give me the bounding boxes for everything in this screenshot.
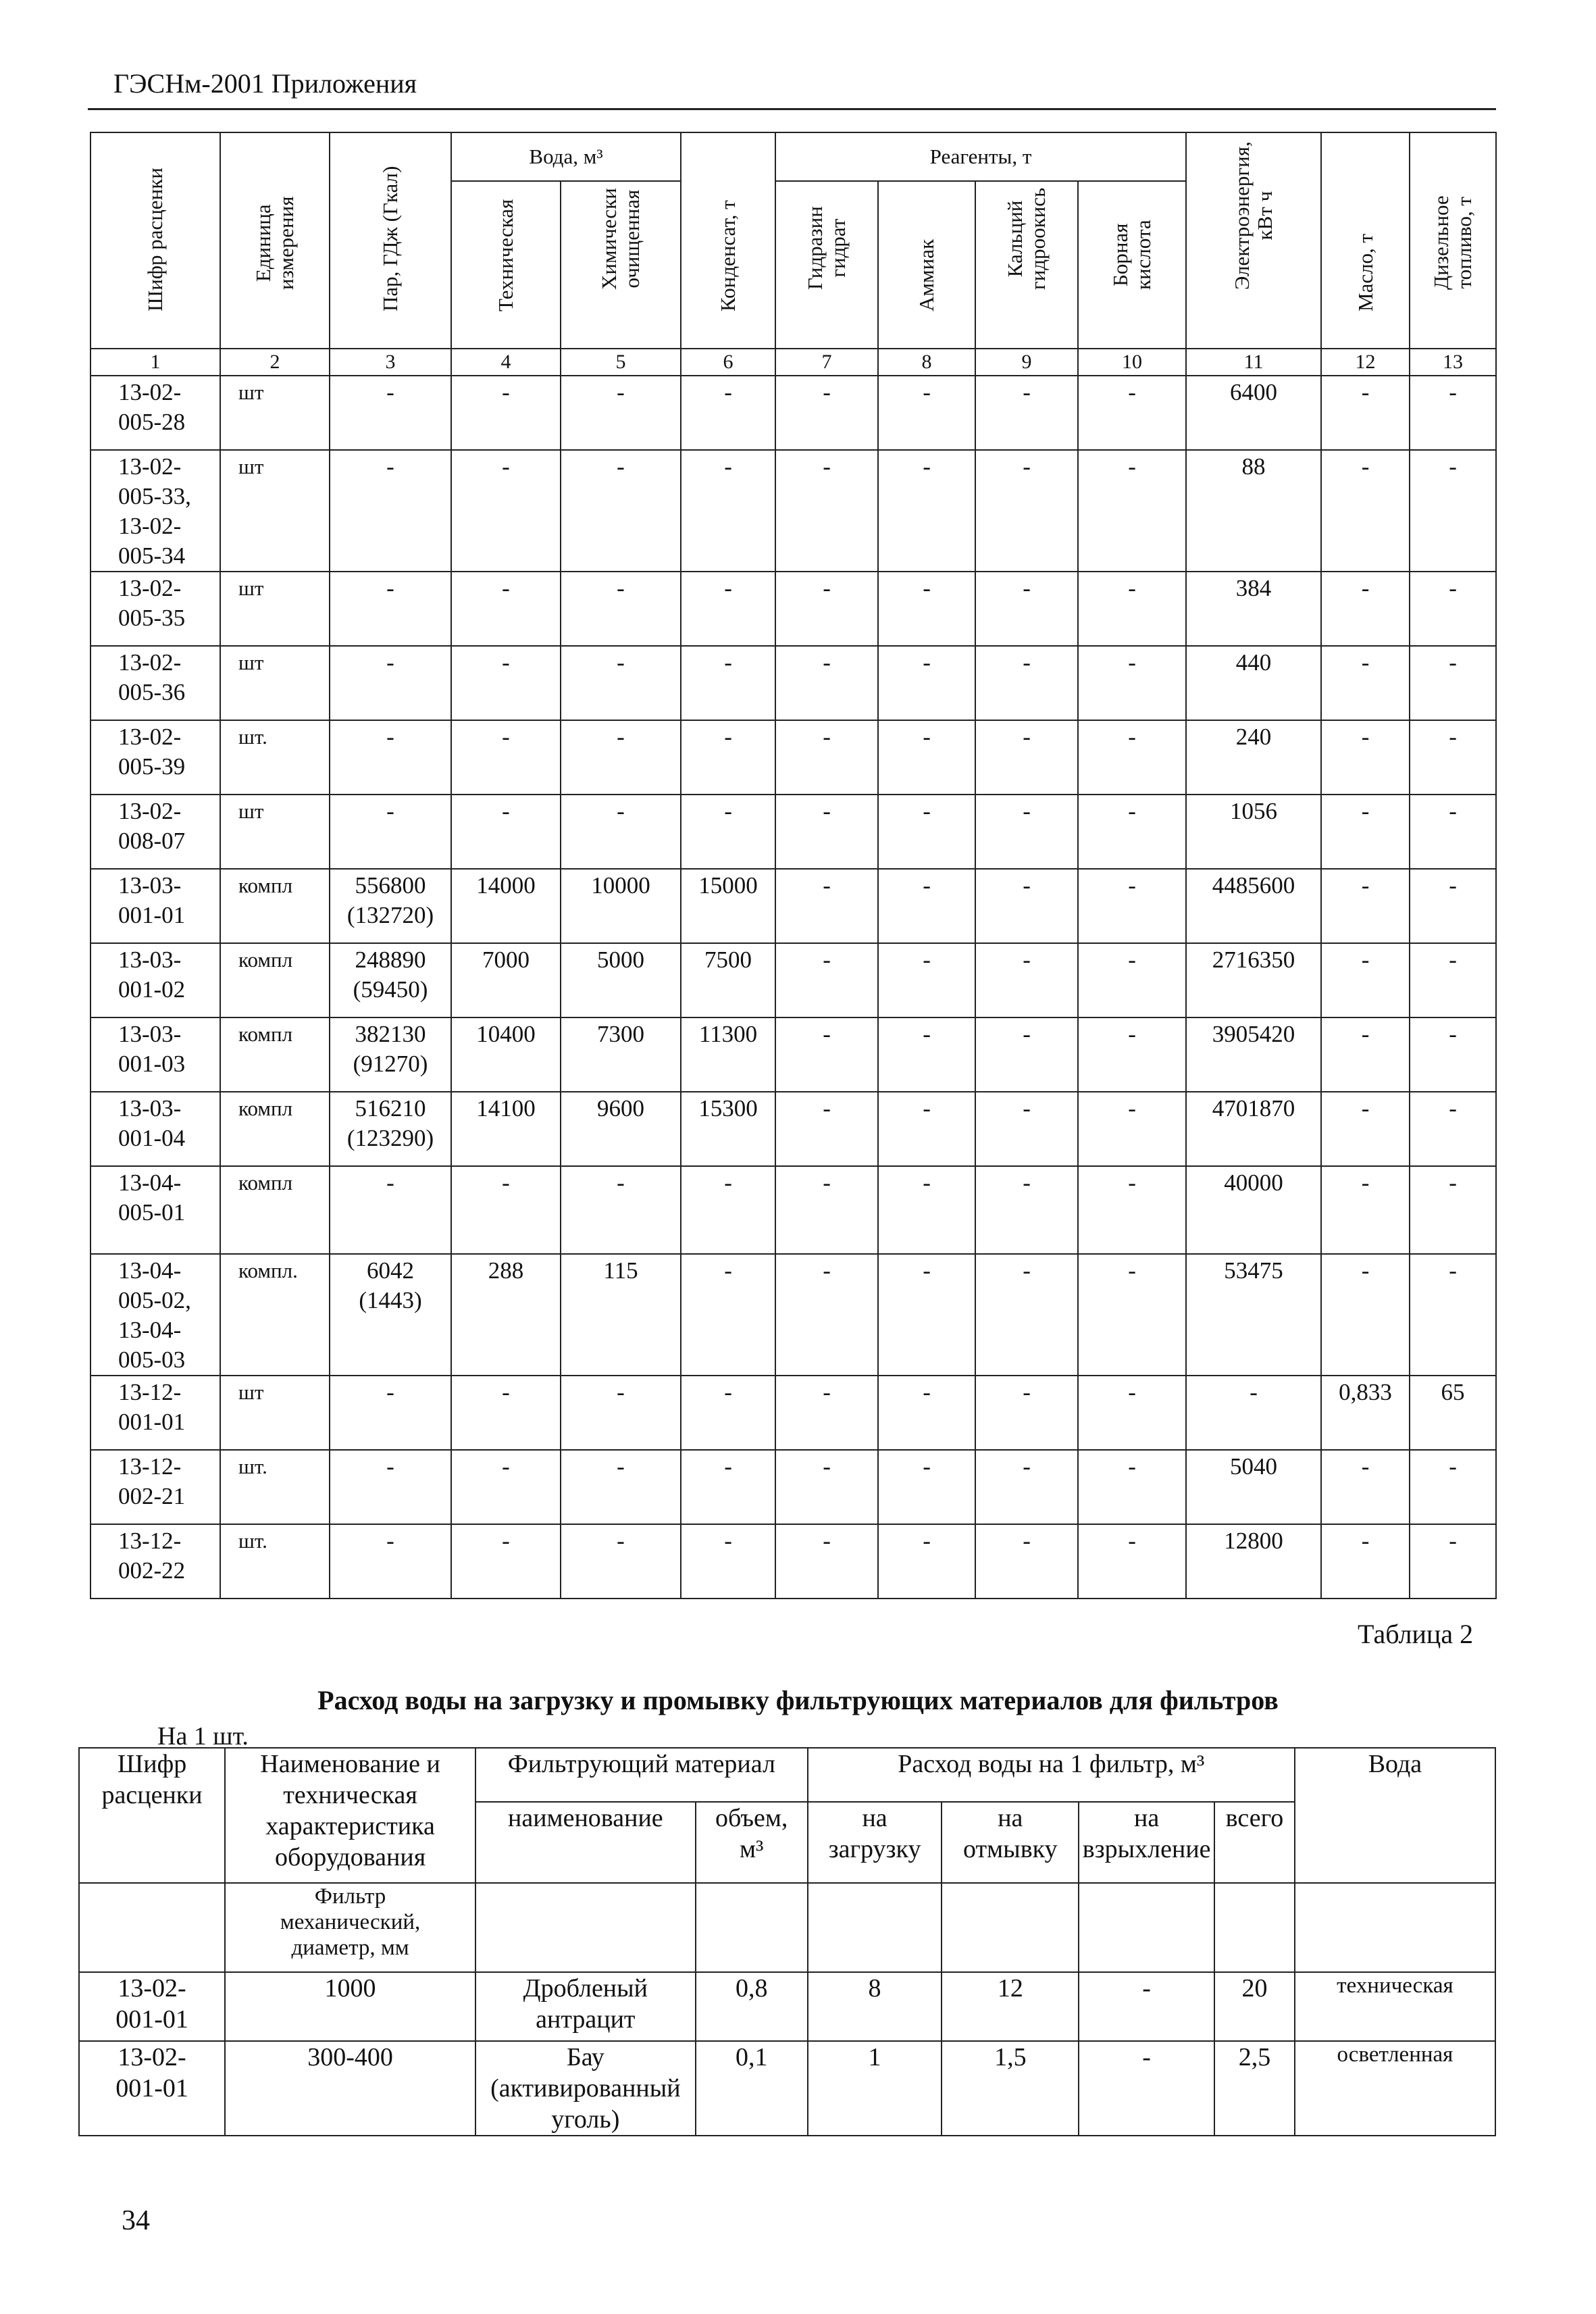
col-header-diesel: Дизельное топливо, т bbox=[1410, 132, 1496, 349]
cell-water-tech: 14100 bbox=[451, 1092, 561, 1166]
t2-header-loosen: на взрыхление bbox=[1079, 1802, 1214, 1883]
cell-unit: компл. bbox=[220, 1254, 330, 1376]
cell-diesel: - bbox=[1410, 720, 1496, 795]
cell-condensate: - bbox=[681, 376, 775, 450]
col-header-oil: Масло, т bbox=[1321, 132, 1410, 349]
cell-diesel: - bbox=[1410, 1166, 1496, 1254]
cell-water-chem: 9600 bbox=[561, 1092, 681, 1166]
cell-shifr: 13-04- 005-01 bbox=[91, 1166, 220, 1254]
cell-electro: 4485600 bbox=[1186, 869, 1321, 943]
cell-water-tech: - bbox=[451, 450, 561, 572]
t2-cell-name: 1000 bbox=[225, 1972, 475, 2041]
t2-cell-wash: 12 bbox=[942, 1972, 1079, 2041]
cell-ammonia: - bbox=[878, 1524, 975, 1599]
cell-unit: шт bbox=[220, 646, 330, 720]
cell-calcium: - bbox=[975, 943, 1078, 1017]
cell-water-chem: - bbox=[561, 376, 681, 450]
table-row bbox=[91, 572, 1496, 646]
cell-diesel: - bbox=[1410, 572, 1496, 646]
cell-oil: - bbox=[1321, 646, 1410, 720]
cell-shifr: 13-02- 005-28 bbox=[91, 376, 220, 450]
t2-sub-empty bbox=[1295, 1883, 1495, 1972]
cell-steam: 6042 (1443) bbox=[330, 1254, 451, 1376]
cell-oil: - bbox=[1321, 1017, 1410, 1092]
cell-water-chem: - bbox=[561, 720, 681, 795]
cell-ammonia: - bbox=[878, 869, 975, 943]
cell-oil: - bbox=[1321, 795, 1410, 869]
col-header-unit: Единица измерения bbox=[220, 132, 330, 349]
col-header-hydrazine: Гидразин гидрат bbox=[775, 181, 878, 349]
cell-unit: шт bbox=[220, 795, 330, 869]
cell-hydrazine: - bbox=[775, 943, 878, 1017]
cell-electro: 4701870 bbox=[1186, 1092, 1321, 1166]
cell-calcium: - bbox=[975, 1450, 1078, 1524]
cell-water-chem: - bbox=[561, 1166, 681, 1254]
t2-cell-volume: 0,1 bbox=[696, 2041, 808, 2136]
col-header-steam: Пар, ГДж (Гкал) bbox=[330, 132, 451, 349]
cell-diesel: - bbox=[1410, 869, 1496, 943]
cell-steam: 516210 (123290) bbox=[330, 1092, 451, 1166]
cell-boric: - bbox=[1078, 795, 1186, 869]
cell-ammonia: - bbox=[878, 1017, 975, 1092]
t2-cell-load: 1 bbox=[808, 2041, 942, 2136]
table2-heading: Расход воды на загрузку и промывку фильтрующих материалов для фильтров bbox=[317, 1685, 1279, 1715]
cell-water-tech: - bbox=[451, 376, 561, 450]
cell-water-tech: 288 bbox=[451, 1254, 561, 1376]
cell-steam: - bbox=[330, 376, 451, 450]
t2-header-filter-name: наименование bbox=[475, 1802, 696, 1883]
cell-water-tech: - bbox=[451, 1450, 561, 1524]
page-header-title: ГЭСНм-2001 Приложения bbox=[113, 68, 417, 99]
cell-boric: - bbox=[1078, 720, 1186, 795]
cell-condensate: - bbox=[681, 450, 775, 572]
cell-unit: шт bbox=[220, 572, 330, 646]
col-header-ammonia: Аммиак bbox=[878, 181, 975, 349]
cell-condensate: - bbox=[681, 1166, 775, 1254]
column-number: 11 bbox=[1186, 349, 1321, 376]
cell-steam: - bbox=[330, 1524, 451, 1599]
t2-sub-empty bbox=[808, 1883, 942, 1972]
cell-water-chem: - bbox=[561, 646, 681, 720]
cell-water-chem: - bbox=[561, 450, 681, 572]
cell-electro: 40000 bbox=[1186, 1166, 1321, 1254]
cell-calcium: - bbox=[975, 720, 1078, 795]
table2-per-unit: На 1 шт. bbox=[157, 1722, 249, 1751]
table-row bbox=[91, 646, 1496, 720]
cell-unit: компл bbox=[220, 1166, 330, 1254]
cell-shifr: 13-03- 001-01 bbox=[91, 869, 220, 943]
table-row bbox=[79, 2041, 1495, 2136]
col-header-condensate: Конденсат, т bbox=[681, 132, 775, 349]
cell-steam: - bbox=[330, 720, 451, 795]
cell-water-chem: - bbox=[561, 572, 681, 646]
cell-boric: - bbox=[1078, 646, 1186, 720]
cell-hydrazine: - bbox=[775, 572, 878, 646]
t2-cell-shifr: 13-02- 001-01 bbox=[79, 1972, 225, 2041]
cell-hydrazine: - bbox=[775, 1166, 878, 1254]
cell-electro: 384 bbox=[1186, 572, 1321, 646]
table-row bbox=[91, 720, 1496, 795]
cell-ammonia: - bbox=[878, 795, 975, 869]
t2-header-total: всего bbox=[1214, 1802, 1295, 1883]
cell-ammonia: - bbox=[878, 1254, 975, 1376]
header-rule bbox=[88, 108, 1496, 110]
cell-ammonia: - bbox=[878, 1376, 975, 1450]
cell-shifr: 13-03- 001-02 bbox=[91, 943, 220, 1017]
column-number: 9 bbox=[975, 349, 1078, 376]
cell-calcium: - bbox=[975, 1524, 1078, 1599]
cell-hydrazine: - bbox=[775, 1376, 878, 1450]
cell-unit: компл bbox=[220, 943, 330, 1017]
cell-electro: 3905420 bbox=[1186, 1017, 1321, 1092]
column-number: 10 bbox=[1078, 349, 1186, 376]
table-row bbox=[79, 1972, 1495, 2041]
cell-shifr: 13-02- 005-36 bbox=[91, 646, 220, 720]
t2-header-shifr: Шифр расценки bbox=[79, 1748, 225, 1883]
cell-hydrazine: - bbox=[775, 1017, 878, 1092]
cell-water-tech: - bbox=[451, 795, 561, 869]
cell-calcium: - bbox=[975, 869, 1078, 943]
t2-cell-name: 300-400 bbox=[225, 2041, 475, 2136]
t2-cell-volume: 0,8 bbox=[696, 1972, 808, 2041]
cell-oil: - bbox=[1321, 1524, 1410, 1599]
t2-cell-water: техническая bbox=[1295, 1972, 1495, 2041]
resource-table bbox=[90, 132, 1497, 1599]
cell-water-tech: - bbox=[451, 1524, 561, 1599]
cell-ammonia: - bbox=[878, 1450, 975, 1524]
cell-electro: 440 bbox=[1186, 646, 1321, 720]
cell-unit: шт bbox=[220, 376, 330, 450]
cell-condensate: - bbox=[681, 720, 775, 795]
cell-water-tech: - bbox=[451, 1376, 561, 1450]
cell-hydrazine: - bbox=[775, 450, 878, 572]
cell-water-tech: - bbox=[451, 646, 561, 720]
cell-boric: - bbox=[1078, 943, 1186, 1017]
cell-hydrazine: - bbox=[775, 1254, 878, 1376]
t2-cell-loosen: - bbox=[1079, 1972, 1214, 2041]
col-header-calcium: Кальций гидроокись bbox=[975, 181, 1078, 349]
cell-oil: - bbox=[1321, 376, 1410, 450]
column-number: 7 bbox=[775, 349, 878, 376]
table-row bbox=[91, 376, 1496, 450]
col-header-electro: Электроэнергия, кВт ч bbox=[1186, 132, 1321, 349]
cell-steam: 248890 (59450) bbox=[330, 943, 451, 1017]
column-number: 1 bbox=[91, 349, 220, 376]
t2-sub-empty bbox=[475, 1883, 696, 1972]
cell-unit: шт. bbox=[220, 720, 330, 795]
cell-electro: 240 bbox=[1186, 720, 1321, 795]
cell-oil: - bbox=[1321, 943, 1410, 1017]
cell-diesel: - bbox=[1410, 943, 1496, 1017]
cell-steam: - bbox=[330, 450, 451, 572]
cell-boric: - bbox=[1078, 1166, 1186, 1254]
cell-oil: - bbox=[1321, 572, 1410, 646]
cell-calcium: - bbox=[975, 646, 1078, 720]
t2-header-filter-volume: объем, м³ bbox=[696, 1802, 808, 1883]
t2-sub-empty bbox=[696, 1883, 808, 1972]
cell-water-tech: 14000 bbox=[451, 869, 561, 943]
t2-cell-filter-name: Дробленый антрацит bbox=[475, 1972, 696, 2041]
cell-calcium: - bbox=[975, 1166, 1078, 1254]
cell-ammonia: - bbox=[878, 572, 975, 646]
cell-ammonia: - bbox=[878, 450, 975, 572]
table-row bbox=[91, 450, 1496, 572]
cell-unit: шт bbox=[220, 450, 330, 572]
cell-steam: - bbox=[330, 646, 451, 720]
cell-shifr: 13-02- 005-39 bbox=[91, 720, 220, 795]
cell-water-tech: - bbox=[451, 720, 561, 795]
cell-condensate: - bbox=[681, 646, 775, 720]
cell-electro: 5040 bbox=[1186, 1450, 1321, 1524]
cell-water-tech: - bbox=[451, 572, 561, 646]
t2-cell-total: 2,5 bbox=[1214, 2041, 1295, 2136]
t2-sub-empty bbox=[79, 1883, 225, 1972]
cell-hydrazine: - bbox=[775, 795, 878, 869]
cell-electro: 88 bbox=[1186, 450, 1321, 572]
cell-shifr: 13-12- 002-21 bbox=[91, 1450, 220, 1524]
cell-water-chem: - bbox=[561, 1376, 681, 1450]
cell-oil: 0,833 bbox=[1321, 1376, 1410, 1450]
cell-diesel: - bbox=[1410, 1254, 1496, 1376]
cell-electro: 2716350 bbox=[1186, 943, 1321, 1017]
cell-unit: компл bbox=[220, 1017, 330, 1092]
cell-oil: - bbox=[1321, 869, 1410, 943]
column-number: 5 bbox=[561, 349, 681, 376]
cell-diesel: - bbox=[1410, 1450, 1496, 1524]
cell-condensate: 15300 bbox=[681, 1092, 775, 1166]
t2-cell-total: 20 bbox=[1214, 1972, 1295, 2041]
t2-sub-empty bbox=[1079, 1883, 1214, 1972]
cell-diesel: - bbox=[1410, 646, 1496, 720]
cell-condensate: - bbox=[681, 1376, 775, 1450]
cell-boric: - bbox=[1078, 1450, 1186, 1524]
column-number: 3 bbox=[330, 349, 451, 376]
table-row bbox=[91, 943, 1496, 1017]
table-row bbox=[91, 1450, 1496, 1524]
cell-condensate: - bbox=[681, 795, 775, 869]
cell-electro: 1056 bbox=[1186, 795, 1321, 869]
cell-ammonia: - bbox=[878, 720, 975, 795]
cell-calcium: - bbox=[975, 795, 1078, 869]
cell-condensate: 7500 bbox=[681, 943, 775, 1017]
cell-oil: - bbox=[1321, 1450, 1410, 1524]
cell-water-tech: - bbox=[451, 1166, 561, 1254]
cell-calcium: - bbox=[975, 1254, 1078, 1376]
cell-ammonia: - bbox=[878, 646, 975, 720]
t2-sub-empty bbox=[942, 1883, 1079, 1972]
cell-unit: шт. bbox=[220, 1450, 330, 1524]
cell-shifr: 13-02- 005-35 bbox=[91, 572, 220, 646]
cell-ammonia: - bbox=[878, 1166, 975, 1254]
table-row bbox=[91, 795, 1496, 869]
cell-electro: - bbox=[1186, 1376, 1321, 1450]
cell-boric: - bbox=[1078, 572, 1186, 646]
cell-diesel: - bbox=[1410, 795, 1496, 869]
cell-shifr: 13-03- 001-03 bbox=[91, 1017, 220, 1092]
cell-condensate: - bbox=[681, 1450, 775, 1524]
cell-boric: - bbox=[1078, 1254, 1186, 1376]
cell-steam: - bbox=[330, 1166, 451, 1254]
cell-unit: компл bbox=[220, 1092, 330, 1166]
cell-diesel: 65 bbox=[1410, 1376, 1496, 1450]
table-row bbox=[91, 1254, 1496, 1376]
cell-water-chem: 10000 bbox=[561, 869, 681, 943]
cell-boric: - bbox=[1078, 1017, 1186, 1092]
cell-diesel: - bbox=[1410, 1017, 1496, 1092]
col-header-shifr: Шифр расценки bbox=[91, 132, 220, 349]
cell-steam: - bbox=[330, 1376, 451, 1450]
cell-electro: 53475 bbox=[1186, 1254, 1321, 1376]
t2-header-name: Наименование и техническая характеристика оборудования bbox=[225, 1748, 475, 1883]
cell-hydrazine: - bbox=[775, 720, 878, 795]
cell-shifr: 13-12- 002-22 bbox=[91, 1524, 220, 1599]
col-header-water-tech: Техническая bbox=[451, 181, 561, 349]
cell-water-chem: 5000 bbox=[561, 943, 681, 1017]
table-row bbox=[91, 1376, 1496, 1450]
t2-cell-water: осветленная bbox=[1295, 2041, 1495, 2136]
cell-hydrazine: - bbox=[775, 1450, 878, 1524]
cell-unit: компл bbox=[220, 869, 330, 943]
cell-diesel: - bbox=[1410, 450, 1496, 572]
cell-water-tech: 7000 bbox=[451, 943, 561, 1017]
table-row bbox=[91, 869, 1496, 943]
cell-hydrazine: - bbox=[775, 646, 878, 720]
cell-shifr: 13-02- 005-33, 13-02- 005-34 bbox=[91, 450, 220, 572]
cell-boric: - bbox=[1078, 1524, 1186, 1599]
cell-ammonia: - bbox=[878, 1092, 975, 1166]
cell-hydrazine: - bbox=[775, 869, 878, 943]
cell-calcium: - bbox=[975, 450, 1078, 572]
col-group-water: Вода, м³ bbox=[451, 132, 681, 181]
cell-condensate: 15000 bbox=[681, 869, 775, 943]
t2-cell-filter-name: Бау (активированный уголь) bbox=[475, 2041, 696, 2136]
cell-calcium: - bbox=[975, 572, 1078, 646]
cell-electro: 12800 bbox=[1186, 1524, 1321, 1599]
cell-hydrazine: - bbox=[775, 1524, 878, 1599]
column-number: 4 bbox=[451, 349, 561, 376]
cell-calcium: - bbox=[975, 1017, 1078, 1092]
cell-steam: - bbox=[330, 795, 451, 869]
column-number: 13 bbox=[1410, 349, 1496, 376]
t2-header-wash: на отмывку bbox=[942, 1802, 1079, 1883]
cell-boric: - bbox=[1078, 1376, 1186, 1450]
t2-cell-wash: 1,5 bbox=[942, 2041, 1079, 2136]
cell-steam: 382130 (91270) bbox=[330, 1017, 451, 1092]
cell-calcium: - bbox=[975, 376, 1078, 450]
cell-hydrazine: - bbox=[775, 376, 878, 450]
cell-oil: - bbox=[1321, 720, 1410, 795]
cell-steam: 556800 (132720) bbox=[330, 869, 451, 943]
cell-steam: - bbox=[330, 1450, 451, 1524]
t2-subheader: Фильтр механический, диаметр, мм bbox=[225, 1883, 475, 1972]
table-row bbox=[91, 1524, 1496, 1599]
cell-shifr: 13-12- 001-01 bbox=[91, 1376, 220, 1450]
cell-condensate: - bbox=[681, 572, 775, 646]
cell-calcium: - bbox=[975, 1092, 1078, 1166]
cell-diesel: - bbox=[1410, 1524, 1496, 1599]
cell-water-chem: - bbox=[561, 795, 681, 869]
cell-oil: - bbox=[1321, 1166, 1410, 1254]
col-header-boric: Борная кислота bbox=[1078, 181, 1186, 349]
cell-shifr: 13-04- 005-02, 13-04- 005-03 bbox=[91, 1254, 220, 1376]
cell-diesel: - bbox=[1410, 376, 1496, 450]
t2-header-load: на загрузку bbox=[808, 1802, 942, 1883]
t2-group-filter: Фильтрующий материал bbox=[475, 1748, 808, 1802]
table-row bbox=[91, 1092, 1496, 1166]
t2-cell-loosen: - bbox=[1079, 2041, 1214, 2136]
cell-condensate: - bbox=[681, 1524, 775, 1599]
cell-oil: - bbox=[1321, 1092, 1410, 1166]
col-group-reagents: Реагенты, т bbox=[775, 132, 1186, 181]
cell-oil: - bbox=[1321, 1254, 1410, 1376]
col-header-water-chem: Химически очищенная bbox=[561, 181, 681, 349]
cell-electro: 6400 bbox=[1186, 376, 1321, 450]
cell-boric: - bbox=[1078, 450, 1186, 572]
cell-unit: шт bbox=[220, 1376, 330, 1450]
cell-water-chem: - bbox=[561, 1524, 681, 1599]
cell-ammonia: - bbox=[878, 376, 975, 450]
cell-condensate: - bbox=[681, 1254, 775, 1376]
column-number: 8 bbox=[878, 349, 975, 376]
cell-water-chem: 7300 bbox=[561, 1017, 681, 1092]
cell-water-chem: 115 bbox=[561, 1254, 681, 1376]
cell-condensate: 11300 bbox=[681, 1017, 775, 1092]
cell-boric: - bbox=[1078, 1092, 1186, 1166]
cell-shifr: 13-02- 008-07 bbox=[91, 795, 220, 869]
cell-steam: - bbox=[330, 572, 451, 646]
cell-oil: - bbox=[1321, 450, 1410, 572]
t2-sub-empty bbox=[1214, 1883, 1295, 1972]
t2-header-water: Вода bbox=[1295, 1748, 1495, 1883]
t2-cell-load: 8 bbox=[808, 1972, 942, 2041]
cell-water-tech: 10400 bbox=[451, 1017, 561, 1092]
column-number-row bbox=[91, 349, 1496, 376]
column-number: 6 bbox=[681, 349, 775, 376]
cell-water-chem: - bbox=[561, 1450, 681, 1524]
page-number: 34 bbox=[122, 2205, 150, 2236]
filter-water-table bbox=[78, 1747, 1496, 2136]
table-row bbox=[91, 1166, 1496, 1254]
cell-ammonia: - bbox=[878, 943, 975, 1017]
cell-hydrazine: - bbox=[775, 1092, 878, 1166]
column-number: 2 bbox=[220, 349, 330, 376]
t2-group-water: Расход воды на 1 фильтр, м³ bbox=[808, 1748, 1295, 1802]
cell-boric: - bbox=[1078, 869, 1186, 943]
cell-shifr: 13-03- 001-04 bbox=[91, 1092, 220, 1166]
table-row bbox=[91, 1017, 1496, 1092]
t2-cell-shifr: 13-02- 001-01 bbox=[79, 2041, 225, 2136]
table2-caption: Таблица 2 bbox=[1358, 1619, 1474, 1649]
cell-unit: шт. bbox=[220, 1524, 330, 1599]
cell-boric: - bbox=[1078, 376, 1186, 450]
cell-calcium: - bbox=[975, 1376, 1078, 1450]
column-number: 12 bbox=[1321, 349, 1410, 376]
cell-diesel: - bbox=[1410, 1092, 1496, 1166]
